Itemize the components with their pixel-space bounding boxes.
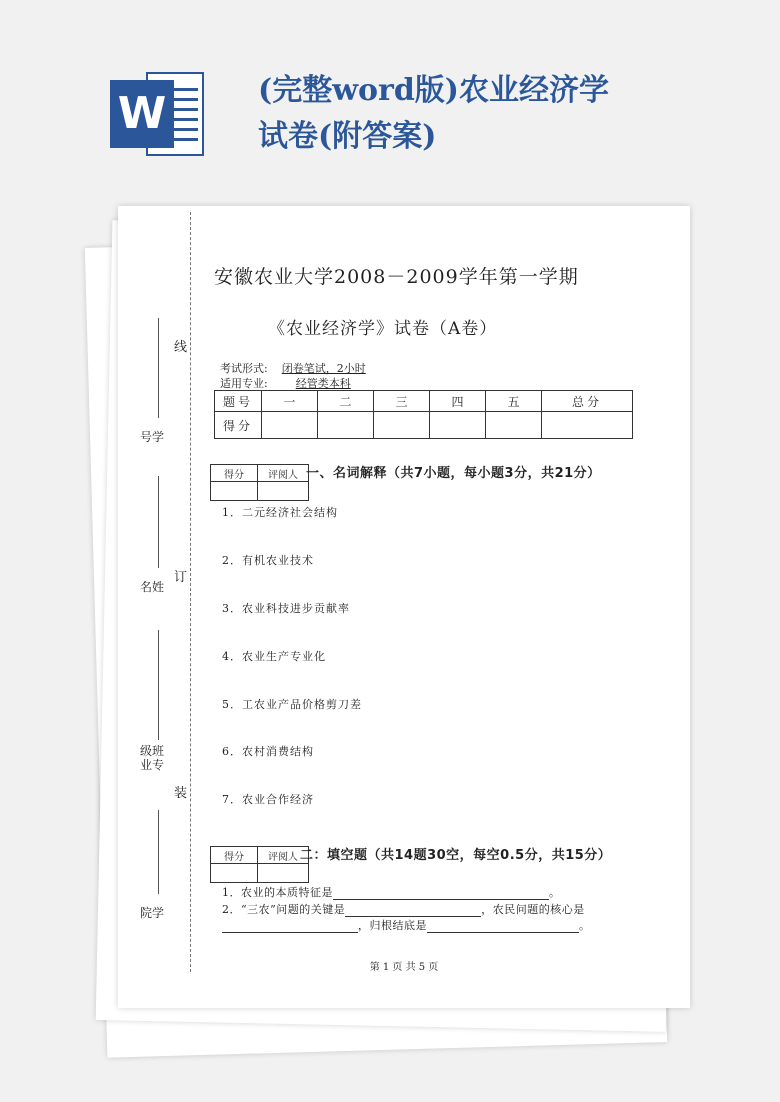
exam-major-label: 适用专业: bbox=[220, 377, 268, 390]
exam-form-label: 考试形式: bbox=[220, 362, 268, 375]
term-item: 3．农业科技进步贡献率 bbox=[222, 602, 350, 615]
answer-blank[interactable] bbox=[333, 887, 549, 900]
page-footer: 第 1 页 共 5 页 bbox=[369, 962, 439, 973]
term-item: 7．农业合作经济 bbox=[222, 793, 314, 806]
exam-major-value: 经管类本科 bbox=[295, 377, 351, 390]
word-document-icon bbox=[110, 66, 210, 162]
score-row-label: 得分 bbox=[215, 412, 262, 439]
score-cell bbox=[262, 412, 318, 439]
grader-reviewer-label: 评阅人 bbox=[258, 847, 309, 864]
grader-score-cell bbox=[211, 482, 258, 501]
grader-score-label: 得分 bbox=[211, 847, 258, 864]
fill-question-1 bbox=[222, 884, 561, 900]
score-table-score-row bbox=[215, 412, 633, 439]
grader-reviewer-cell bbox=[258, 864, 309, 883]
term-item: 1．二元经济社会结构 bbox=[222, 506, 338, 519]
grader-box-section2 bbox=[210, 846, 309, 883]
banner bbox=[0, 0, 780, 200]
side-field-line bbox=[158, 810, 159, 894]
score-header-cell: 五 bbox=[486, 391, 542, 412]
fill-question-1-text: 1．农业的本质特征是 bbox=[222, 886, 333, 899]
side-field-line bbox=[158, 318, 159, 418]
score-header-cell: 总分 bbox=[542, 391, 633, 412]
side-field-class-major: 级班业专 bbox=[140, 744, 165, 772]
fill-question-2 bbox=[222, 901, 585, 917]
fill-question-2-cont: ，归根结底是 bbox=[358, 919, 427, 932]
exam-form-value: 闭卷笔试，2小时 bbox=[281, 362, 366, 375]
score-cell bbox=[374, 412, 430, 439]
answer-blank[interactable] bbox=[222, 920, 358, 933]
score-header-cell: 三 bbox=[374, 391, 430, 412]
binding-mark-line: 线 bbox=[174, 340, 188, 355]
term-item: 5．工农业产品价格剪刀差 bbox=[222, 698, 362, 711]
side-field-name: 名姓 bbox=[140, 580, 165, 594]
fill-question-2-mid: ，农民问题的核心是 bbox=[481, 903, 585, 916]
score-table bbox=[214, 390, 633, 439]
exam-form bbox=[220, 360, 380, 376]
score-cell bbox=[486, 412, 542, 439]
exam-page bbox=[118, 206, 690, 1008]
fill-question-2-text: 2．“三农”问题的关键是 bbox=[222, 903, 346, 916]
grader-reviewer-label: 评阅人 bbox=[258, 465, 309, 482]
fill-question-2-end: 。 bbox=[579, 919, 591, 932]
score-cell bbox=[430, 412, 486, 439]
document-title: (完整word版)农业经济学试卷(附答案) bbox=[258, 73, 610, 154]
word-letter: W bbox=[110, 80, 174, 148]
grader-box-section1 bbox=[210, 464, 309, 501]
score-cell bbox=[318, 412, 374, 439]
term-item: 2．有机农业技术 bbox=[222, 554, 314, 567]
binding-mark-staple: 装 bbox=[174, 786, 188, 801]
exam-major bbox=[220, 375, 379, 391]
side-field-line bbox=[158, 630, 159, 740]
score-table-header-row bbox=[215, 391, 633, 412]
binding-mark-bind: 订 bbox=[174, 570, 188, 585]
section1-heading: 一、名词解释（共7小题，每小题3分，共21分） bbox=[306, 466, 601, 481]
answer-blank[interactable] bbox=[427, 920, 579, 933]
term-item: 4．农业生产专业化 bbox=[222, 650, 326, 663]
side-field-college: 院学 bbox=[140, 906, 165, 920]
side-field-line bbox=[158, 476, 159, 568]
grader-score-label: 得分 bbox=[211, 465, 258, 482]
fill-question-2-continued bbox=[222, 917, 591, 933]
score-cell bbox=[542, 412, 633, 439]
fill-question-1-end: 。 bbox=[549, 886, 561, 899]
side-field-student-id: 号学 bbox=[140, 430, 165, 444]
score-header-cell: 二 bbox=[318, 391, 374, 412]
grader-score-cell bbox=[211, 864, 258, 883]
score-header-cell: 一 bbox=[262, 391, 318, 412]
answer-blank[interactable] bbox=[345, 904, 481, 917]
exam-title: 《农业经济学》试卷（A卷） bbox=[268, 319, 498, 339]
score-header-cell: 题号 bbox=[215, 391, 262, 412]
term-item: 6．农村消费结构 bbox=[222, 745, 314, 758]
binding-dashed-line bbox=[190, 212, 191, 972]
section2-heading: 二：填空题（共14题30空，每空0.5分，共15分） bbox=[300, 848, 612, 863]
score-header-cell: 四 bbox=[430, 391, 486, 412]
grader-reviewer-cell bbox=[258, 482, 309, 501]
university-title: 安徽农业大学2008－2009学年第一学期 bbox=[214, 266, 579, 288]
